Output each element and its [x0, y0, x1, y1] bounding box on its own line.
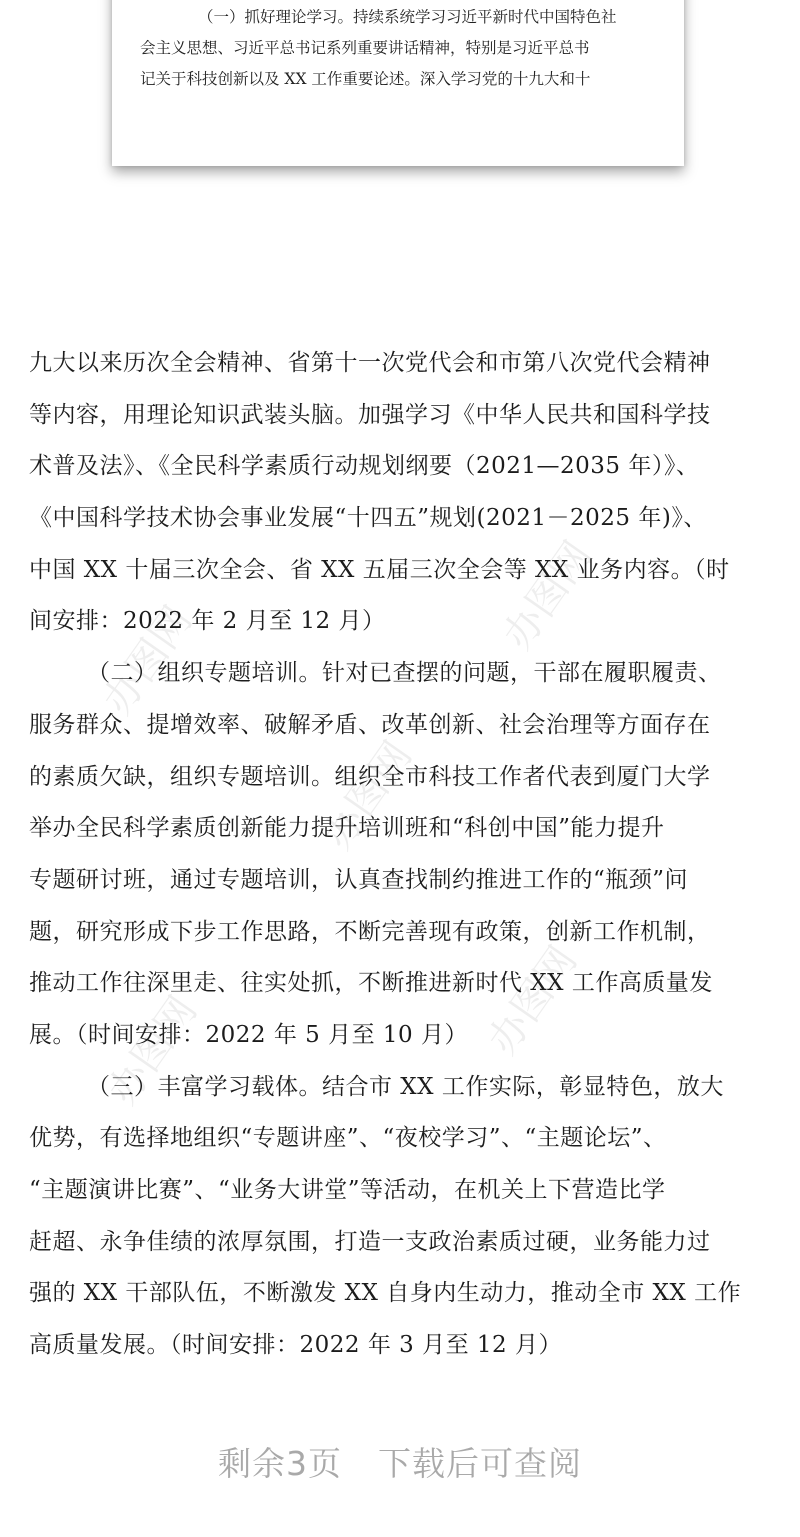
preview-card: [112, 0, 684, 166]
paragraph-line: 九大以来历次全会精神、省第十一次党代会和市第八次党代会精神: [29, 350, 711, 376]
paragraph-line: 展。（时间安排：2022 年 5 月至 10 月）: [29, 1021, 468, 1048]
paragraph-line: 高质量发展。（时间安排：2022 年 3 月至 12 月）: [29, 1332, 562, 1359]
paragraph-line: 术普及法》、《全民科学素质行动规划纲要（2021—2035 年）》、: [29, 453, 700, 480]
paragraph-line: （三）丰富学习载体。结合市 XX 工作实际，彰显特色，放大: [87, 1073, 724, 1100]
watermark: 办图网: [99, 988, 207, 1113]
paragraph-line: 题，研究形成下步工作思路，不断完善现有政策，创新工作机制，: [29, 918, 711, 945]
paragraph-line: 服务群众、提增效率、破解矛盾、改革创新、社会治理等方面存在: [29, 711, 711, 738]
preview-text: [140, 2, 660, 95]
paragraph-line: 推动工作往深里走、往实处抓，不断推进新时代 XX 工作高质量发: [29, 970, 713, 997]
watermark: 办图网: [94, 598, 202, 723]
paragraph-line: 的素质欠缺，组织专题培训。组织全市科技工作者代表到厦门大学: [29, 763, 711, 790]
download-hint-label: 下载后可查阅: [378, 1444, 582, 1483]
watermark: 办图网: [494, 533, 602, 658]
paragraph-line: 举办全民科学素质创新能力提升培训班和“科创中国”能力提升: [29, 815, 665, 842]
document-body: [29, 338, 774, 1372]
paragraph-line: “主题演讲比赛”、“业务大讲堂”等活动，在机关上下营造比学: [29, 1177, 666, 1203]
paragraph-line: 中国 XX 十届三次全会、省 XX 五届三次全会等 XX 业务内容。（时: [29, 556, 730, 583]
paragraph-line: 《中国科学技术协会事业发展“十四五”规划(2021－2025 年)》、: [29, 505, 707, 532]
paragraph-line: 专题研讨班，通过专题培训，认真查找制约推进工作的“瓶颈”问: [29, 866, 689, 893]
paragraph-line: 强的 XX 干部队伍，不断激发 XX 自身内生动力，推动全市 XX 工作: [29, 1280, 742, 1307]
paragraph-line: 等内容，用理论知识武装头脑。加强学习《中华人民共和国科学技: [29, 401, 711, 428]
preview-line: 记关于科技创新以及 XX 工作重要论述。深入学习党的十九大和十: [140, 70, 591, 88]
paragraph-line: 优势，有选择地组织“专题讲座”、“夜校学习”、“主题论坛”、: [29, 1125, 667, 1152]
paragraph-line: （二）组织专题培训。针对已查摆的问题，干部在履职履责、: [87, 660, 722, 687]
paragraph-line: 间安排：2022 年 2 月至 12 月）: [29, 608, 386, 635]
watermark: 办图网: [314, 733, 422, 858]
paragraph-line: 赶超、永争佳绩的浓厚氛围，打造一支政治素质过硬，业务能力过: [29, 1228, 711, 1255]
watermark: 办图网: [479, 938, 587, 1063]
preview-line: （一）抓好理论学习。持续系统学习习近平新时代中国特色社: [198, 8, 617, 26]
remaining-pages-label: 剩余3页: [218, 1444, 342, 1483]
download-prompt[interactable]: [0, 1438, 800, 1485]
preview-line: 会主义思想、习近平总书记系列重要讲话精神，特别是习近平总书: [140, 39, 590, 57]
